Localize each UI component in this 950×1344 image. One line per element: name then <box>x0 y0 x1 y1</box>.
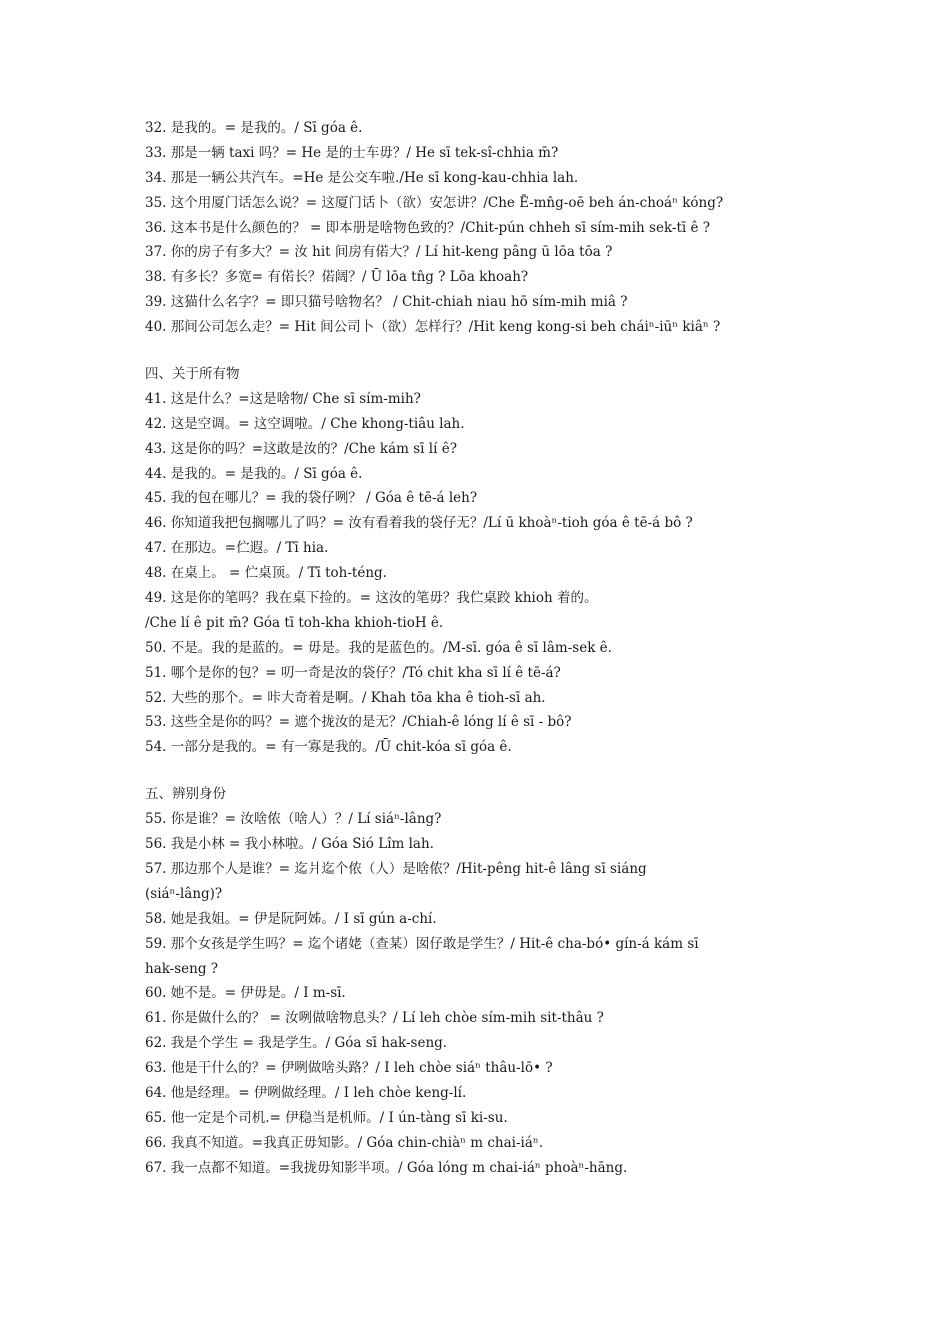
phrase-line: 57. 那边那个人是谁？= 迄爿迄个侬（人）是啥侬？/Hit-pêng hit-ê lâng sī siáng <box>145 860 647 877</box>
phrase-line: 55. 你是谁？= 汝啥侬（啥人）？/ Lí siáⁿ-lâng? <box>145 811 442 828</box>
phrase-line: /Che lí ê pit m̄? Góa tī toh-kha khioh-tioH ê. <box>145 614 444 631</box>
phrase-line: hak-seng ? <box>145 960 219 977</box>
phrase-line: 65. 他一定是个司机.= 伊稳当是机师。/ I ún-tàng sī ki-su. <box>145 1109 508 1126</box>
phrase-line: 51. 哪个是你的包？= 叨一奇是汝的袋仔？/Tó chit kha sī lí ê tē-á? <box>145 664 561 681</box>
section-heading: 五、辨别身份 <box>145 786 226 803</box>
phrase-line: 64. 他是经理。= 伊咧做经理。/ I leh chòe keng-lí. <box>145 1084 467 1101</box>
phrase-line: 53. 这些全是你的吗？= 遮个拢汝的是无？/Chiah-ê lóng lí ê sī - bô? <box>145 714 572 731</box>
phrase-line: 36. 这本书是什么颜色的？ = 即本册是啥物色致的？/Chit-pún chheh sī sím-mih sek-tī ê ? <box>145 219 711 236</box>
phrase-line: 54. 一部分是我的。= 有一寡是我的。/Ū chit-kóa sī góa ê. <box>145 739 512 756</box>
section-heading: 四、关于所有物 <box>145 366 240 383</box>
phrase-line: 63. 他是干什么的？= 伊咧做啥头路？/ I leh chòe siáⁿ thâu-lō• ? <box>145 1060 553 1077</box>
phrase-line: 50. 不是。我的是蓝的。= 毋是。我的是蓝色的。/M-sī. góa ê sī lâm-sek ê. <box>145 639 612 656</box>
phrase-line: 42. 这是空调。= 这空调啦。/ Che khong-tiâu lah. <box>145 415 465 432</box>
phrase-line: 43. 这是你的吗？=这敢是汝的？/Che kám sī lí ê? <box>145 440 457 457</box>
phrase-line: 40. 那间公司怎么走？= Hit 间公司卜（欲）怎样行？/Hit keng kong-si beh cháiⁿ-iūⁿ kiâⁿ ? <box>145 319 721 336</box>
phrase-line: 32. 是我的。= 是我的。/ Sī góa ê. <box>145 120 363 136</box>
phrase-line: 66. 我真不知道。=我真正毋知影。/ Góa chin-chiàⁿ m chai-iáⁿ. <box>145 1134 544 1151</box>
phrase-line: 35. 这个用厦门话怎么说？= 这厦门话卜（欲）安怎讲？/Che Ē-mn̂g-oē beh án-choáⁿ kóng? <box>145 194 724 211</box>
phrase-line: (siáⁿ-lâng)? <box>145 885 223 902</box>
phrase-line: 38. 有多长？多宽= 有偌长？偌阔？/ Ū lōa tn̂g ? Lōa khoah? <box>145 269 529 286</box>
phrase-line: 39. 这猫什么名字？= 即只猫号啥物名？ / Chit-chiah niau hō sím-mih miâ ? <box>145 294 628 311</box>
phrase-line: 60. 她不是。= 伊毋是。/ I m-sī. <box>145 985 346 1002</box>
phrase-line: 48. 在桌上。 = 伫桌顶。/ Tī toh-téng. <box>145 565 387 582</box>
phrase-line: 62. 我是个学生 = 我是学生。/ Góa sī hak-seng. <box>145 1035 448 1052</box>
phrase-line: 49. 这是你的笔吗？我在桌下捡的。= 这汝的笔毋？我伫桌跤 khioh 着的。 <box>145 590 598 607</box>
document-body <box>145 116 825 1181</box>
phrase-line: 56. 我是小林 = 我小林啦。/ Góa Sió Lîm lah. <box>145 836 434 853</box>
phrase-line: 59. 那个女孩是学生吗？= 迄个诸姥（查某）囡仔敢是学生？/ Hit-ê cha-bó• gín-á kám sī <box>145 935 699 952</box>
phrase-line: 46. 你知道我把包搁哪儿了吗？= 汝有看着我的袋仔无？/Lí ū khoàⁿ-tioh góa ê tē-á bô ? <box>145 515 693 532</box>
phrase-line: 37. 你的房子有多大？= 汝 hit 间房有偌大？/ Lí hit-keng pâng ū lōa tōa ? <box>145 244 613 261</box>
phrase-line: 44. 是我的。= 是我的。/ Sī góa ê. <box>145 465 363 482</box>
phrase-line: 45. 我的包在哪儿？= 我的袋仔咧？ / Góa ê tē-á leh? <box>145 490 478 507</box>
phrase-line: 47. 在那边。=伫遐。/ Tī hia. <box>145 540 329 557</box>
phrase-line: 61. 你是做什么的？ = 汝咧做啥物息头？/ Lí leh chòe sím-mih sit-thâu ? <box>145 1010 604 1027</box>
phrase-line: 34. 那是一辆公共汽车。=He 是公交车啦./He sī kong-kau-chhia lah. <box>145 169 579 186</box>
phrase-line: 58. 她是我姐。= 伊是阮阿姊。/ I sī gún a-chí. <box>145 910 437 927</box>
phrase-line: 52. 大些的那个。= 咔大奇着是啊。/ Khah tōa kha ê tioh-sī ah. <box>145 689 546 706</box>
phrase-line: 67. 我一点都不知道。=我拢毋知影半项。/ Góa lóng m chai-iáⁿ phoàⁿ-hāng. <box>145 1159 628 1176</box>
phrase-line: 41. 这是什么？=这是啥物/ Che sī sím-mih? <box>145 390 421 407</box>
phrase-line: 33. 那是一辆 taxi 吗？= He 是的士车毋？/ He sī tek-sî-chhia m̄? <box>145 144 559 161</box>
